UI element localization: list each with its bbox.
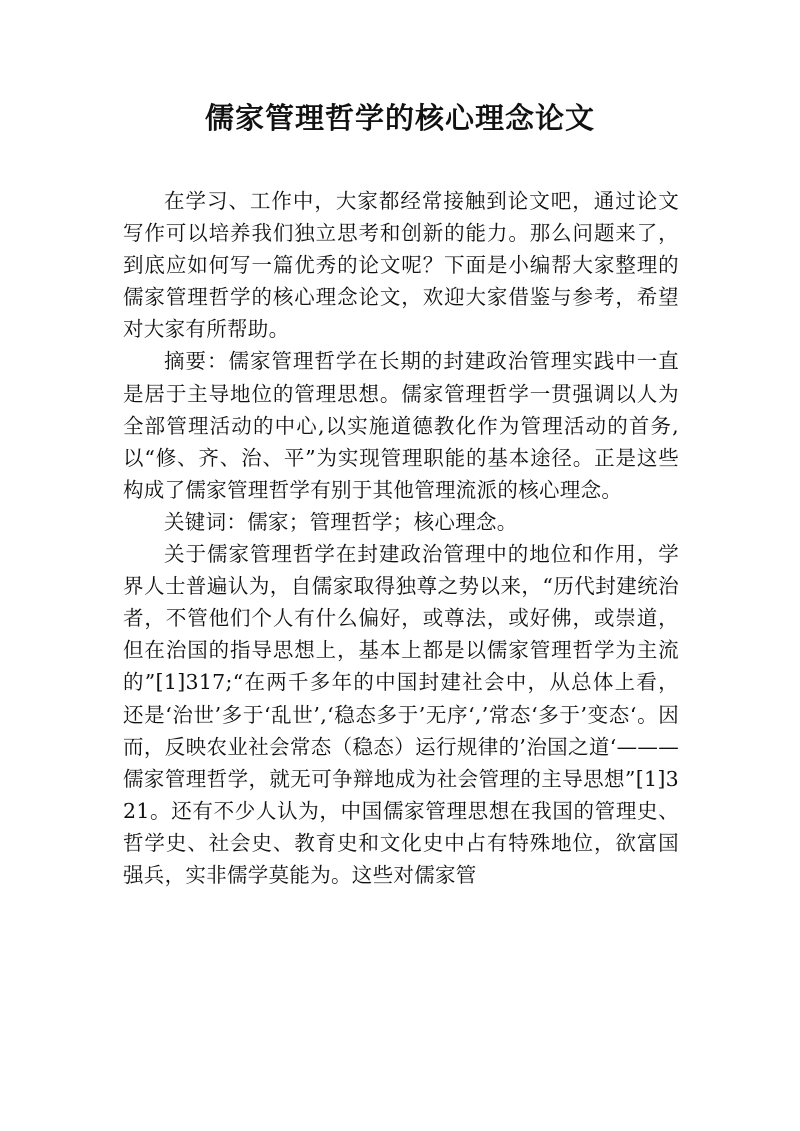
abstract-paragraph: 摘要：儒家管理哲学在长期的封建政治管理实践中一直是居于主导地位的管理思想。儒家管理哲学一贯强调以人为全部管理活动的中心,以实施道德教化作为管理活动的首务,以“修、齐、治、平”为实现管理职能的基本途径。正是这些构成了儒家管理哲学有别于其他管理流派的核心理念。	[123, 349, 679, 502]
document-body	[123, 185, 679, 891]
intro-paragraph: 在学习、工作中，大家都经常接触到论文吧，通过论文写作可以培养我们独立思考和创新的能力。那么问题来了，到底应如何写一篇优秀的论文呢？下面是小编帮大家整理的儒家管理哲学的核心理念论文，欢迎大家借鉴与参考，希望对大家有所帮助。	[123, 189, 679, 342]
body-paragraph: 关于儒家管理哲学在封建政治管理中的地位和作用，学界人士普遍认为，自儒家取得独尊之势以来，“历代封建统治者，不管他们个人有什么偏好，或尊法，或好佛，或崇道，但在治国的指导思想上，基本上都是以儒家管理哲学为主流的”[1]317;“在两千多年的中国封建社会中，从总体上看，还是‘治世’多于‘乱世’,‘稳态多于’无序‘,’常态‘多于’变态‘。因而，反映农业社会常态（稳态）运行规律的’治国之道‘———儒家管理哲学，就无可争辩地成为社会管理的主导思想”[1]321。还有不少人认为，中国儒家管理思想在我国的管理史、哲学史、社会史、教育史和文化史中占有特殊地位，欲富国强兵，实非儒学莫能为。这些对儒家管	[123, 542, 679, 887]
document-title: 儒家管理哲学的核心理念论文	[204, 101, 595, 135]
keywords-paragraph: 关键词：儒家；管理哲学；核心理念。	[164, 509, 518, 534]
